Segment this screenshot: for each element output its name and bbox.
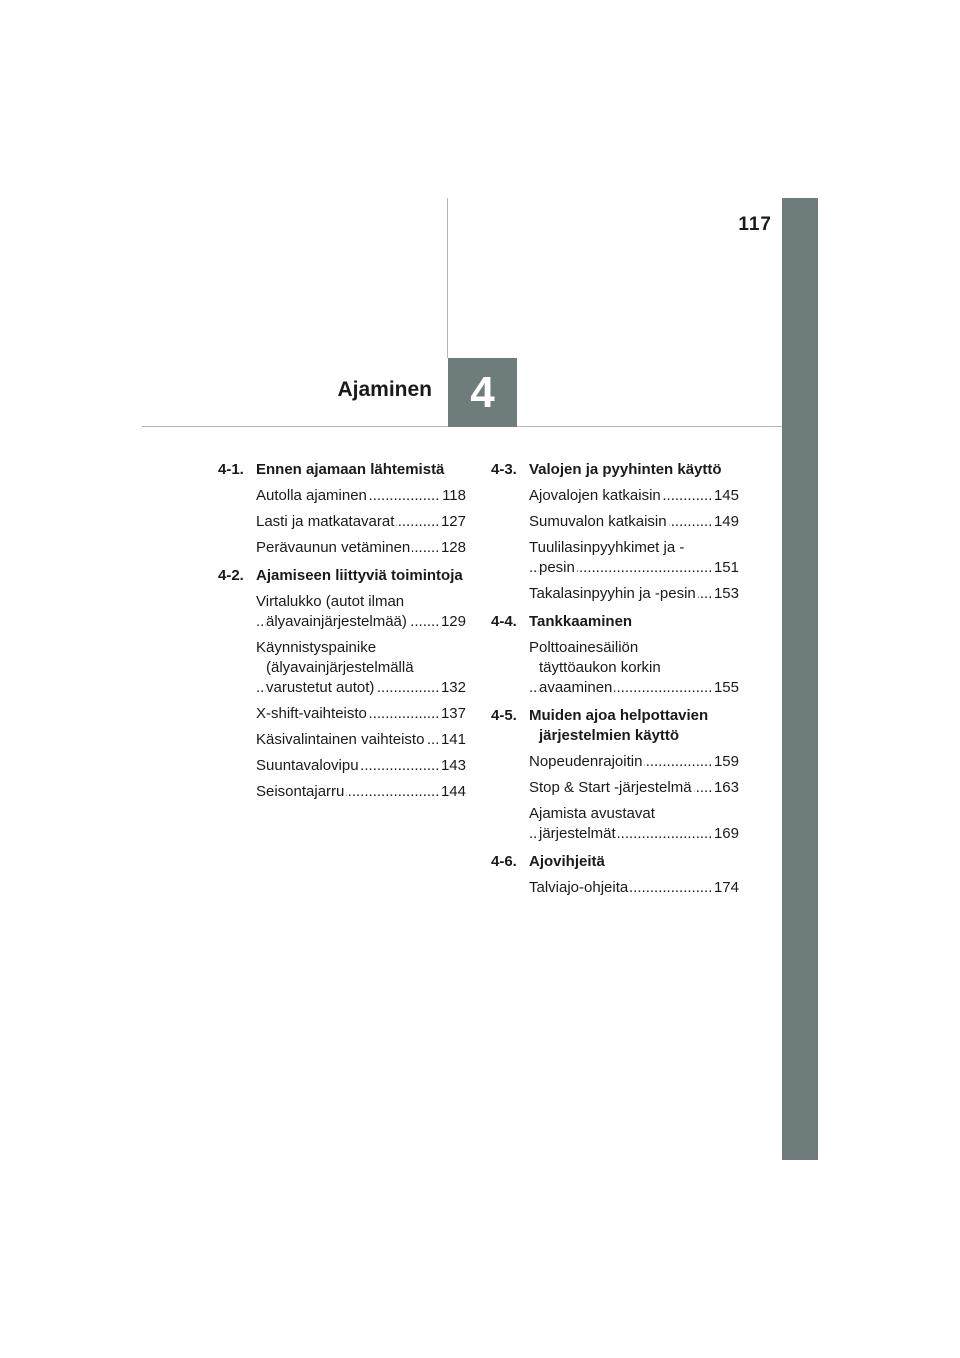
entry-text: Lasti ja matkatavarat [256,513,395,530]
vertical-divider [447,198,448,358]
entry-text: Talviajo-ohjeita [529,879,629,896]
entry-label [256,782,439,802]
toc-column-right [491,460,739,906]
entry-text: Ajamista avustavat järjestelmät [529,805,655,842]
entry-page-number: 132 [440,679,466,696]
entry-page-number: 143 [440,757,466,774]
entry-text: Perävaunun vetäminen [256,539,411,556]
entry-page-number: 151 [713,559,739,576]
section-number: 4-2. [218,567,244,584]
toc-entry [529,512,739,532]
toc-entry [529,486,739,506]
entry-label [256,704,439,724]
section-title: Valojen ja pyyhinten käyttö [529,461,722,478]
entry-page-number: 141 [440,731,466,748]
entry-page-number: 169 [713,825,739,842]
toc-entry [529,638,739,698]
section-title: Ajamiseen liittyviä toimintoja [256,567,463,584]
entry-page-number: 129 [440,613,466,630]
section-number: 4-1. [218,461,244,478]
entry-text: Takalasinpyyhin ja -pesin [529,585,696,602]
entry-label [529,512,712,532]
toc-section [491,852,739,898]
toc-column-left [218,460,466,810]
entry-text: Suuntavalovipu [256,757,359,774]
entry-page-number: 153 [713,585,739,602]
toc-entry [256,730,466,750]
entry-page-number: 144 [440,783,466,800]
toc-entry [256,592,466,632]
entry-page-number: 159 [713,753,739,770]
toc-entry [256,538,466,558]
entry-text: Autolla ajaminen [256,487,367,504]
toc-entry [256,756,466,776]
toc-entry [529,878,739,898]
section-title: Ennen ajamaan lähtemistä [256,461,445,478]
entry-page-number: 128 [440,539,466,556]
section-number: 4-3. [491,461,517,478]
entry-label [529,878,712,898]
entry-text: Tuulilasinpyyhkimet ja -pesin [529,539,685,576]
section-number: 4-6. [491,853,517,870]
entry-label [529,538,712,578]
entry-text: Ajovalojen katkaisin [529,487,661,504]
entry-page-number: 127 [440,513,466,530]
page-number: 117 [738,214,772,235]
toc-entry [529,804,739,844]
entry-text: Nopeudenrajoitin [529,753,643,770]
toc-section-heading [491,852,739,872]
entry-text: Virtalukko (autot ilman älyavainjärjestelmää) [256,593,407,630]
entry-label [256,756,439,776]
section-number: 4-4. [491,613,517,630]
toc-section-heading [491,460,739,480]
toc-entry [256,704,466,724]
entry-text: Sumuvalon katkaisin [529,513,667,530]
section-title: Tankkaaminen [529,613,633,630]
entry-label [256,538,439,558]
entry-label [529,804,712,844]
entry-label [529,486,712,506]
section-title: Ajovihjeitä [529,853,605,870]
toc-section [491,706,739,844]
entry-text: Käynnistyspainike (älyavainjärjestelmällä varustetut autot) [256,639,414,696]
toc-entry [529,584,739,604]
section-title: Muiden ajoa helpottavien järjestelmien käyttö [529,707,709,744]
entry-label [529,778,712,798]
toc-entry [529,778,739,798]
section-number: 4-5. [491,707,517,724]
entry-page-number: 149 [713,513,739,530]
toc-entry [256,486,466,506]
toc-section-heading [491,706,739,746]
toc-section-heading [491,612,739,632]
chapter-number-box: 4 [448,358,517,427]
entry-page-number: 163 [713,779,739,796]
toc-entry [529,538,739,578]
entry-label [256,512,439,532]
entry-page-number: 155 [713,679,739,696]
toc-section-heading [218,566,466,586]
entry-label [529,638,712,698]
entry-page-number: 145 [713,487,739,504]
entry-text: Seisontajarru [256,783,345,800]
entry-label [256,486,440,506]
entry-page-number: 174 [713,879,739,896]
entry-text: X-shift-vaihteisto [256,705,367,722]
toc-entry [256,512,466,532]
entry-text: Käsivalintainen vaihteisto [256,731,425,748]
entry-page-number: 118 [442,487,466,504]
toc-section [491,612,739,698]
entry-label [256,592,439,632]
toc-section [218,566,466,802]
side-tab-bar [782,198,818,1160]
toc-section-heading [218,460,466,480]
entry-page-number: 137 [440,705,466,722]
entry-label [256,638,439,698]
entry-label [256,730,439,750]
toc-entry [529,752,739,772]
toc-entry [256,638,466,698]
entry-label [529,584,712,604]
toc-section [491,460,739,604]
chapter-title: Ajaminen [337,378,432,401]
entry-label [529,752,712,772]
toc-entry [256,782,466,802]
entry-text: Polttoainesäiliön täyttöaukon korkin avaaminen [529,639,661,696]
toc-section [218,460,466,558]
entry-text: Stop & Start -järjestelmä [529,779,692,796]
